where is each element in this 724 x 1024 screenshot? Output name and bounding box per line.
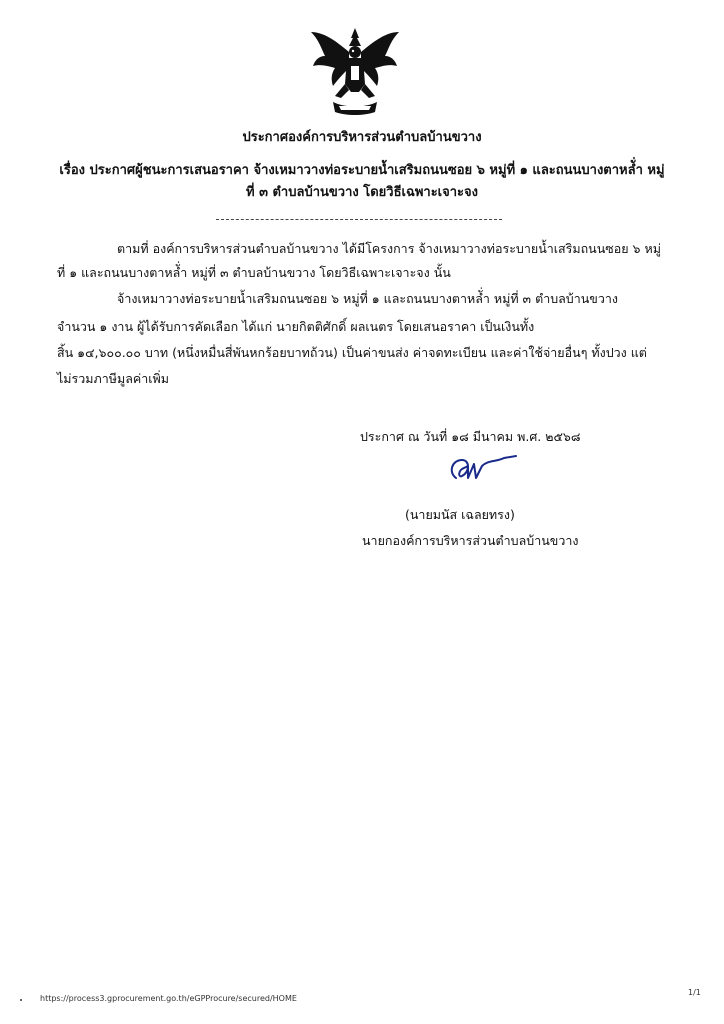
paragraph-2-line-4: ไม่รวมภาษีมูลค่าเพิ่ม (57, 371, 170, 386)
page-number: 1/1 (688, 988, 701, 997)
header-subject: เรื่อง ประกาศผู้ชนะการเสนอราคา จ้างเหมาวางท่อระบายน้ำเสริมถนนซอย ๖ หมู่ที่ ๑ และถนนบางตาหลั่ำ หมู่ (59, 163, 665, 178)
signer-position: นายกองค์การบริหารส่วนตำบลบ้านขวาง (362, 533, 579, 548)
signature-mark (444, 450, 524, 490)
garuda-emblem (305, 22, 405, 122)
paragraph-2-line-1: จ้างเหมาวางท่อระบายน้ำเสริมถนนซอย ๖ หมู่ที่ ๑ และถนนบางตาหลั่ำ หมู่ที่ ๓ ตำบลบ้านขวาง (117, 291, 618, 306)
footer-url: https://process3.gprocurement.go.th/eGPProcure/secured/HOME (40, 994, 297, 1003)
paragraph-2-line-3: สิ้น ๑๔,๖๐๐.๐๐ บาท (หนึ่งหมื่นสี่พันหกร้อยบาทถ้วน) เป็นค่าขนส่ง ค่าจดทะเบียน และค่าใช้จ่ายอื่นๆ ทั้งปวง แต่ (57, 345, 647, 360)
signer-name: (นายมนัส เฉลยทรง) (405, 507, 515, 522)
header-subject-cont: ที่ ๓ ตำบลบ้านขวาง โดยวิธีเฉพาะเจาะจง (245, 185, 478, 200)
header-title: ประกาศองค์การบริหารส่วนตำบลบ้านขวาง (242, 130, 482, 145)
divider-line (216, 219, 502, 220)
footer-bullet (20, 999, 22, 1001)
paragraph-1-line-2: ที่ ๑ และถนนบางตาหลั่ำ หมู่ที่ ๓ ตำบลบ้านขวาง โดยวิธีเฉพาะเจาะจง นั้น (57, 265, 451, 280)
paragraph-2-line-2: จำนวน ๑ งาน ผู้ได้รับการคัดเลือก ได้แก่ นายกิตติศักดิ์ ผลเนตร โดยเสนอราคา เป็นเงินทั้ง (57, 319, 535, 334)
paragraph-1-line-1: ตามที่ องค์การบริหารส่วนตำบลบ้านขวาง ได้มีโครงการ จ้างเหมาวางท่อระบายน้ำเสริมถนนซอย ๖ หมู่ (117, 241, 661, 256)
announce-date: ประกาศ ณ วันที่ ๑๘ มีนาคม พ.ศ. ๒๕๖๘ (360, 429, 581, 444)
